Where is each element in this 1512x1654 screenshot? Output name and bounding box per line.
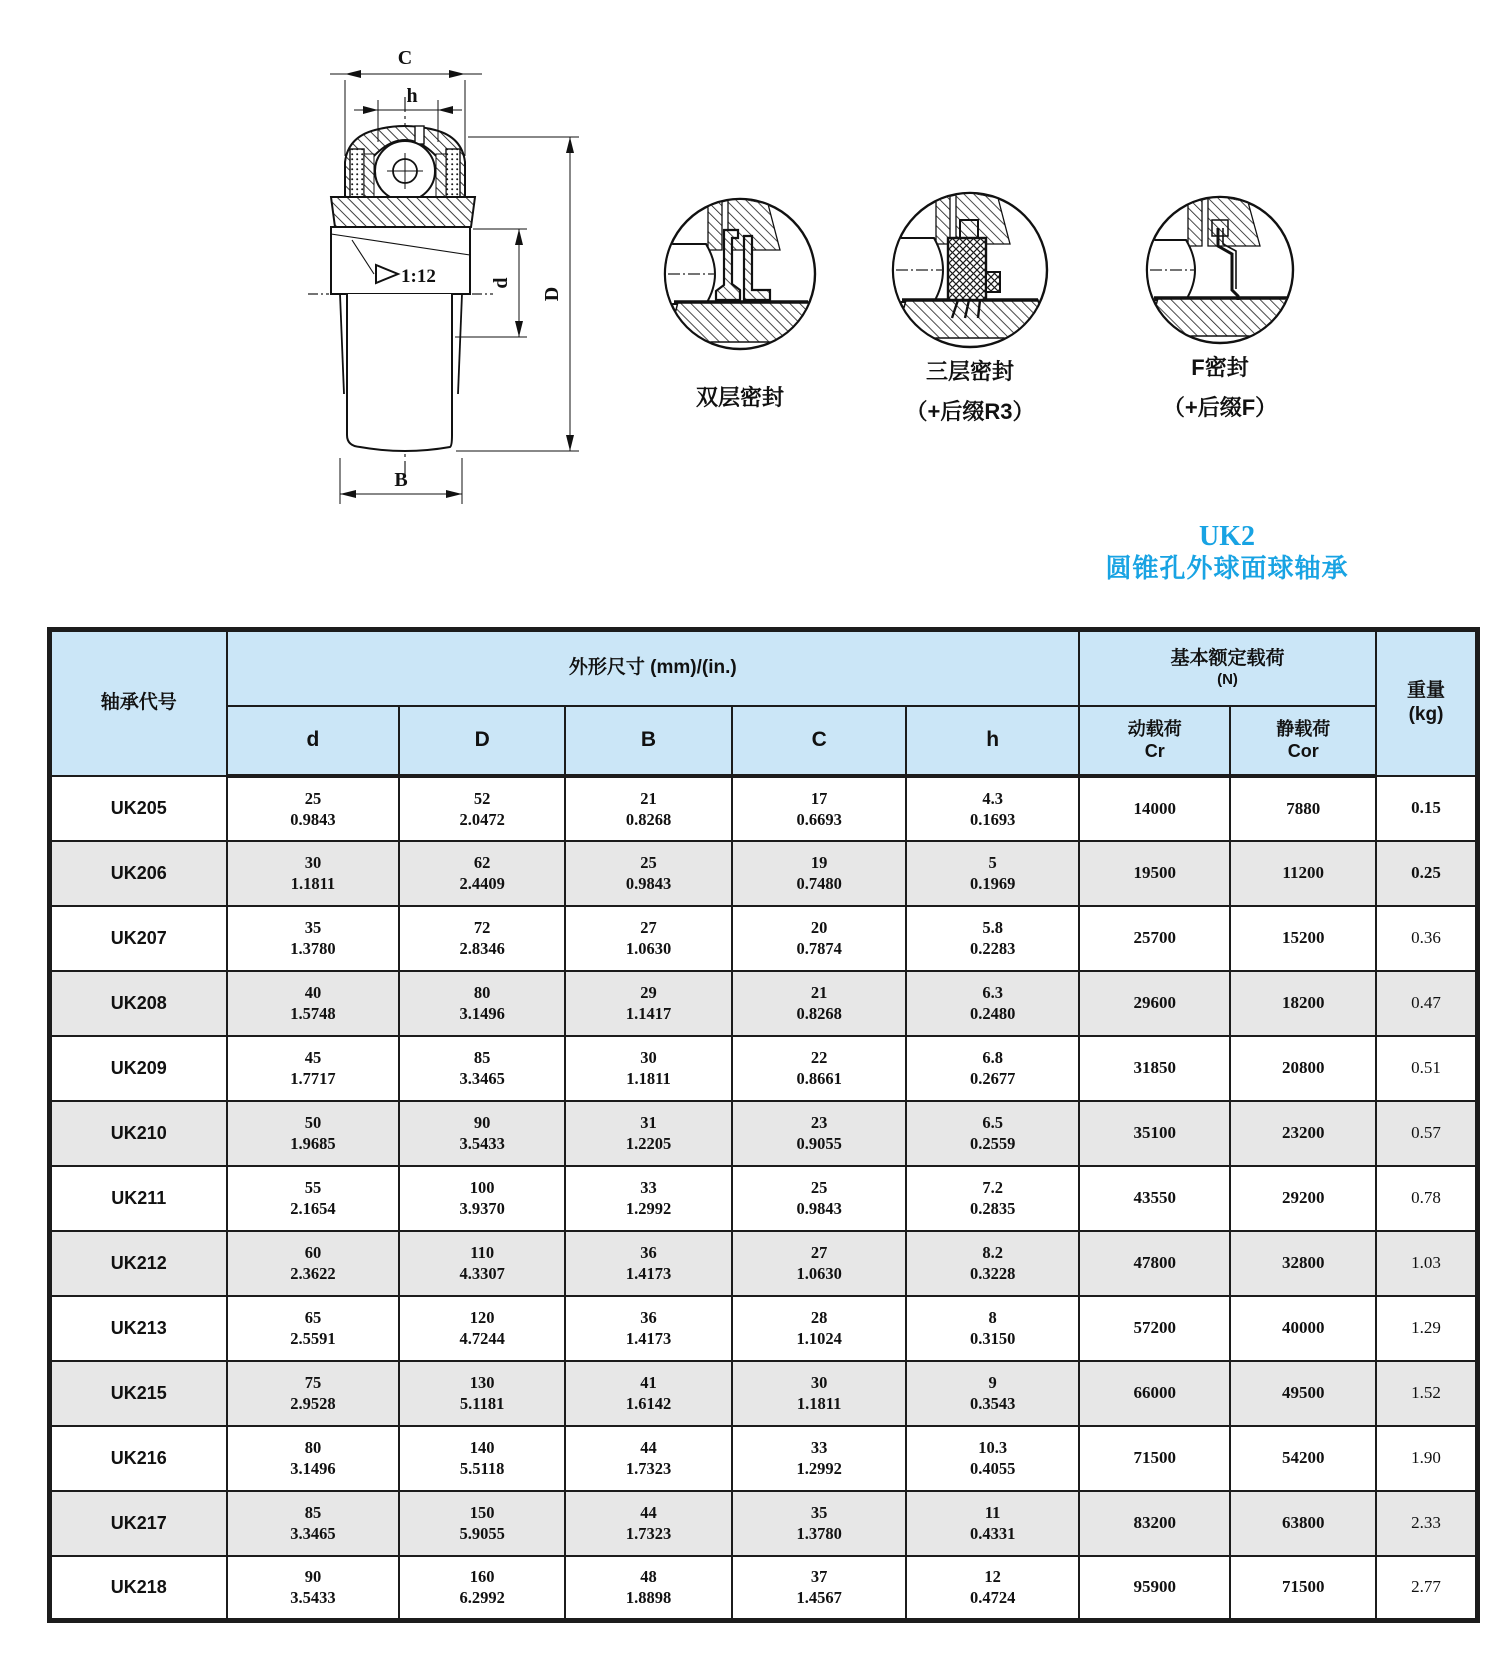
dim-cell: 36 1.4173 (565, 1231, 732, 1296)
dim-cell: 45 1.7717 (227, 1036, 400, 1101)
spec-table (47, 627, 1480, 1623)
static-load-cell: 32800 (1230, 1231, 1376, 1296)
inner-ring-left (364, 154, 374, 197)
dynamic-load-cell: 43550 (1079, 1166, 1230, 1231)
weight-cell: 2.33 (1376, 1491, 1477, 1556)
dim-cell: 21 0.8268 (732, 971, 906, 1036)
weight-cell: 1.03 (1376, 1231, 1477, 1296)
table-row (50, 776, 1478, 841)
dynamic-load-cell: 66000 (1079, 1361, 1230, 1426)
dim-cell: 33 1.2992 (565, 1166, 732, 1231)
header-bearing-code: 轴承代号 (50, 630, 227, 776)
dim-cell: 37 1.4567 (732, 1556, 906, 1621)
table-row (50, 971, 1478, 1036)
header-dim-C: C (732, 706, 906, 776)
bearing-code-cell: UK212 (50, 1231, 227, 1296)
seal-caption-triple: 三层密封 （+后缀R3） (905, 359, 1035, 424)
bearing-code-cell: UK207 (50, 906, 227, 971)
dim-cell: 85 3.3465 (399, 1036, 565, 1101)
dim-cell: 19 0.7480 (732, 841, 906, 906)
bearing-code-cell: UK210 (50, 1101, 227, 1166)
dynamic-load-cell: 35100 (1079, 1101, 1230, 1166)
bearing-code-cell: UK209 (50, 1036, 227, 1101)
housing-section (728, 196, 780, 250)
seal-cap (1212, 220, 1228, 236)
inner-ring-section (668, 302, 816, 342)
weight-cell: 1.52 (1376, 1361, 1477, 1426)
header-dim-D: D (399, 706, 565, 776)
static-load-cell: 20800 (1230, 1036, 1376, 1101)
seal-caption-double: 双层密封 (695, 385, 784, 410)
weight-cell: 0.25 (1376, 841, 1477, 906)
static-load-cell: 23200 (1230, 1101, 1376, 1166)
dim-cell: 48 1.8898 (565, 1556, 732, 1621)
dim-cell: 150 5.9055 (399, 1491, 565, 1556)
lubrication-slot (415, 126, 424, 144)
dim-cell: 8.2 0.3228 (906, 1231, 1079, 1296)
dim-cell: 62 2.4409 (399, 841, 565, 906)
dim-label-d: d (490, 277, 512, 289)
weight-cell: 0.51 (1376, 1036, 1477, 1101)
static-load-cell: 49500 (1230, 1361, 1376, 1426)
dim-cell: 30 1.1811 (227, 841, 400, 906)
header-static-load: 静载荷 Cor (1230, 706, 1376, 776)
series-code: UK2 (1199, 521, 1255, 552)
bearing-code-cell: UK206 (50, 841, 227, 906)
dynamic-load-cell: 19500 (1079, 841, 1230, 906)
dim-cell: 90 3.5433 (227, 1556, 400, 1621)
dim-cell: 5 0.1969 (906, 841, 1079, 906)
seal-detail-f (1140, 190, 1300, 350)
table-row (50, 1296, 1478, 1361)
dynamic-load-cell: 57200 (1079, 1296, 1230, 1361)
weight-cell: 2.77 (1376, 1556, 1477, 1621)
dim-cell: 72 2.8346 (399, 906, 565, 971)
bearing-code-cell: UK216 (50, 1426, 227, 1491)
dim-cell: 6.8 0.2677 (906, 1036, 1079, 1101)
dim-label-C: C (397, 47, 413, 69)
dim-cell: 20 0.7874 (732, 906, 906, 971)
seal-body-mesh (948, 238, 986, 300)
table-row (50, 1556, 1478, 1621)
weight-cell: 1.29 (1376, 1296, 1477, 1361)
dim-cell: 80 3.1496 (399, 971, 565, 1036)
static-load-cell: 71500 (1230, 1556, 1376, 1621)
dim-cell: 160 6.2992 (399, 1556, 565, 1621)
dim-label-B: B (394, 469, 408, 491)
table-row (50, 1166, 1478, 1231)
dim-cell: 85 3.3465 (227, 1491, 400, 1556)
seal-cap (960, 220, 978, 238)
dim-cell: 44 1.7323 (565, 1491, 732, 1556)
housing-section (936, 194, 950, 244)
dim-cell: 11 0.4331 (906, 1491, 1079, 1556)
dim-cell: 52 2.0472 (399, 776, 565, 841)
table-row (50, 1036, 1478, 1101)
dim-cell: 80 3.1496 (227, 1426, 400, 1491)
bearing-code-cell: UK208 (50, 971, 227, 1036)
dim-cell: 75 2.9528 (227, 1361, 400, 1426)
dim-cell: 28 1.1024 (732, 1296, 906, 1361)
dim-cell: 17 0.6693 (732, 776, 906, 841)
weight-cell: 0.57 (1376, 1101, 1477, 1166)
static-load-cell: 54200 (1230, 1426, 1376, 1491)
table-row (50, 1101, 1478, 1166)
dynamic-load-cell: 31850 (1079, 1036, 1230, 1101)
bearing-code-cell: UK218 (50, 1556, 227, 1621)
dim-cell: 44 1.7323 (565, 1426, 732, 1491)
dim-cell: 35 1.3780 (732, 1491, 906, 1556)
dynamic-load-cell: 14000 (1079, 776, 1230, 841)
dim-cell: 6.5 0.2559 (906, 1101, 1079, 1166)
seal-left (350, 149, 364, 197)
dynamic-load-cell: 47800 (1079, 1231, 1230, 1296)
static-load-cell: 40000 (1230, 1296, 1376, 1361)
dim-cell: 25 0.9843 (565, 841, 732, 906)
table-row (50, 1361, 1478, 1426)
dim-cell: 40 1.5748 (227, 971, 400, 1036)
dim-cell: 6.3 0.2480 (906, 971, 1079, 1036)
bearing-cross-section-drawing (300, 42, 600, 512)
header-dimensions-group: 外形尺寸 (mm)/(in.) (227, 630, 1079, 706)
weight-cell: 0.15 (1376, 776, 1477, 841)
seal-right (446, 149, 460, 197)
static-load-cell: 18200 (1230, 971, 1376, 1036)
header-dynamic-load: 动载荷 Cr (1079, 706, 1230, 776)
inner-ring-section (1148, 298, 1296, 336)
table-row (50, 1491, 1478, 1556)
static-load-cell: 29200 (1230, 1166, 1376, 1231)
seal-detail-double (658, 192, 822, 356)
dim-cell: 35 1.3780 (227, 906, 400, 971)
taper-ratio-label: 1:12 (401, 266, 436, 287)
dim-cell: 9 0.3543 (906, 1361, 1079, 1426)
static-load-cell: 7880 (1230, 776, 1376, 841)
header-dim-B: B (565, 706, 732, 776)
dim-cell: 31 1.2205 (565, 1101, 732, 1166)
series-title (1057, 522, 1397, 584)
table-row (50, 841, 1478, 906)
dim-cell: 65 2.5591 (227, 1296, 400, 1361)
dim-cell: 22 0.8661 (732, 1036, 906, 1101)
weight-cell: 0.78 (1376, 1166, 1477, 1231)
dim-cell: 27 1.0630 (732, 1231, 906, 1296)
dim-cell: 21 0.8268 (565, 776, 732, 841)
bearing-code-cell: UK217 (50, 1491, 227, 1556)
bearing-code-cell: UK205 (50, 776, 227, 841)
bearing-code-cell: UK211 (50, 1166, 227, 1231)
dynamic-load-cell: 83200 (1079, 1491, 1230, 1556)
collar-section (331, 197, 475, 227)
dim-cell: 5.8 0.2283 (906, 906, 1079, 971)
static-load-cell: 63800 (1230, 1491, 1376, 1556)
dim-cell: 25 0.9843 (732, 1166, 906, 1231)
dynamic-load-cell: 71500 (1079, 1426, 1230, 1491)
static-load-cell: 11200 (1230, 841, 1376, 906)
weight-cell: 0.36 (1376, 906, 1477, 971)
housing-section (1188, 198, 1202, 246)
dim-cell: 100 3.9370 (399, 1166, 565, 1231)
dim-label-h: h (406, 85, 418, 107)
dim-cell: 140 5.5118 (399, 1426, 565, 1491)
shaft-body (347, 294, 452, 451)
dim-cell: 7.2 0.2835 (906, 1166, 1079, 1231)
dynamic-load-cell: 95900 (1079, 1556, 1230, 1621)
dim-label-D: D (541, 286, 563, 302)
static-load-cell: 15200 (1230, 906, 1376, 971)
seal-detail-triple (886, 186, 1054, 354)
table-row (50, 1426, 1478, 1491)
header-load-group: 基本额定载荷 (N) (1079, 630, 1376, 706)
dim-cell: 90 3.5433 (399, 1101, 565, 1166)
dim-cell: 10.3 0.4055 (906, 1426, 1079, 1491)
bearing-code-cell: UK215 (50, 1361, 227, 1426)
dim-cell: 8 0.3150 (906, 1296, 1079, 1361)
dim-cell: 60 2.3622 (227, 1231, 400, 1296)
spec-table-body (50, 776, 1478, 1621)
dim-cell: 110 4.3307 (399, 1231, 565, 1296)
dim-cell: 55 2.1654 (227, 1166, 400, 1231)
table-row (50, 1231, 1478, 1296)
weight-cell: 0.47 (1376, 971, 1477, 1036)
dim-cell: 4.3 0.1693 (906, 776, 1079, 841)
dim-cell: 41 1.6142 (565, 1361, 732, 1426)
dim-cell: 120 4.7244 (399, 1296, 565, 1361)
dim-cell: 33 1.2992 (732, 1426, 906, 1491)
dim-cell: 36 1.4173 (565, 1296, 732, 1361)
dynamic-load-cell: 25700 (1079, 906, 1230, 971)
inner-ring-right (436, 154, 446, 197)
housing-section (708, 200, 722, 250)
dim-cell: 25 0.9843 (227, 776, 400, 841)
dim-cell: 23 0.9055 (732, 1101, 906, 1166)
header-dim-h: h (906, 706, 1079, 776)
dim-cell: 30 1.1811 (732, 1361, 906, 1426)
dim-cell: 29 1.1417 (565, 971, 732, 1036)
inner-ring-section (896, 300, 1046, 338)
dim-cell: 12 0.4724 (906, 1556, 1079, 1621)
dim-cell: 50 1.9685 (227, 1101, 400, 1166)
dim-cell: 27 1.0630 (565, 906, 732, 971)
header-dim-d: d (227, 706, 400, 776)
seal-nub (986, 272, 1000, 292)
header-weight: 重量 (kg) (1376, 630, 1477, 776)
dynamic-load-cell: 29600 (1079, 971, 1230, 1036)
weight-cell: 1.90 (1376, 1426, 1477, 1491)
seal-caption-f: F密封 （+后缀F） (1162, 355, 1278, 420)
bearing-code-cell: UK213 (50, 1296, 227, 1361)
dim-cell: 30 1.1811 (565, 1036, 732, 1101)
dim-cell: 130 5.1181 (399, 1361, 565, 1426)
series-name: 圆锥孔外球面球轴承 (1105, 553, 1349, 583)
table-row (50, 906, 1478, 971)
